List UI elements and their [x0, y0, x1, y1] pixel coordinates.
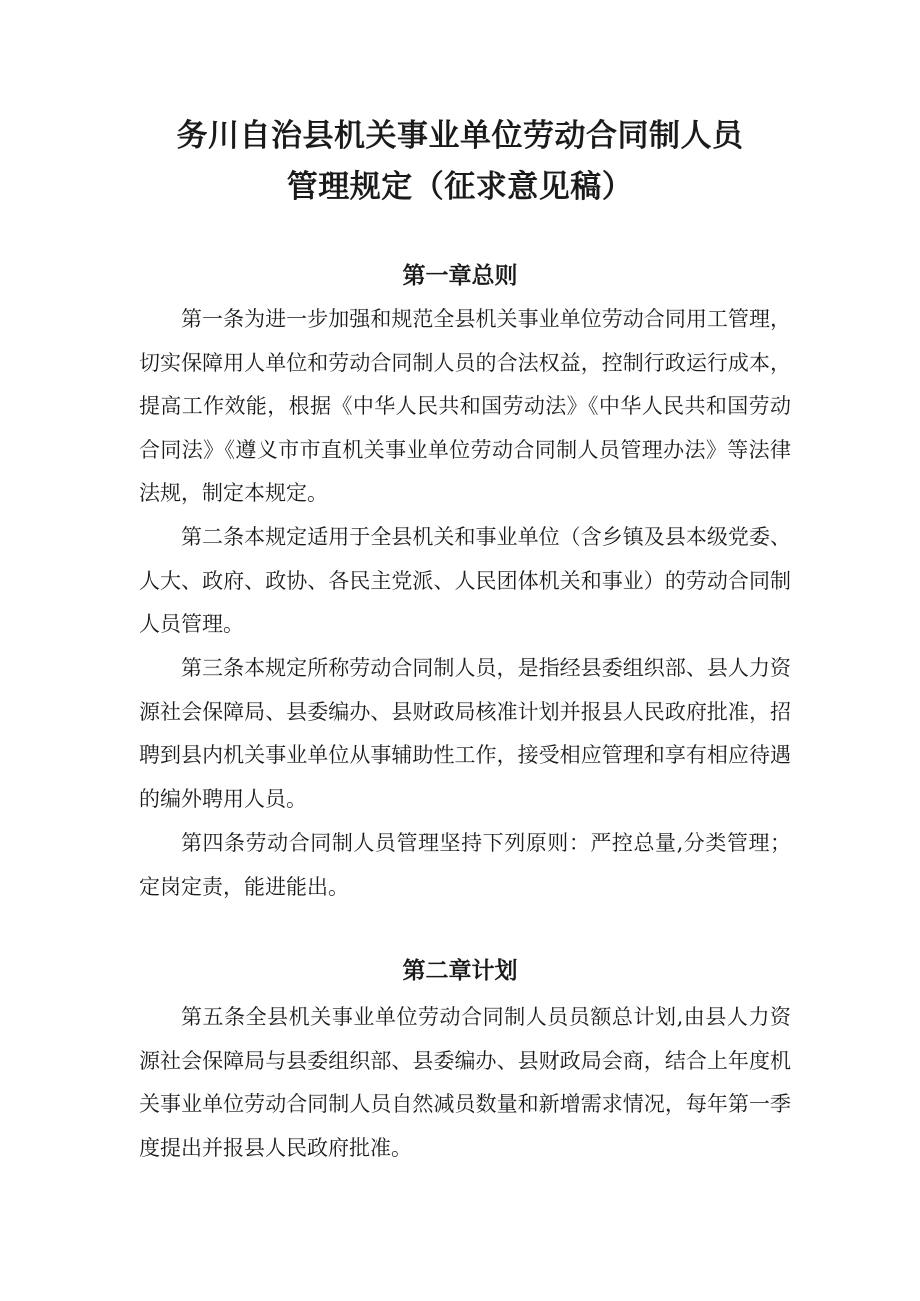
- article-4: 第四条劳动合同制人员管理坚持下列原则：严控总量,分类管理；定岗定责，能进能出。: [139, 831, 791, 899]
- article-5: 第五条全县机关事业单位劳动合同制人员员额总计划,由县人力资源社会保障局与县委组织部、县委编办、县财政局会商，结合上年度机关事业单位劳动合同制人员自然减员数量和新增需求情况，每年第一季度提出并报县人民政府批准。: [139, 1005, 791, 1160]
- document-title-line-1: 务川自治县机关事业单位劳动合同制人员: [176, 118, 744, 154]
- article-1: 第一条为进一步加强和规范全县机关事业单位劳动合同用工管理，切实保障用人单位和劳动合同制人员的合法权益，控制行政运行成本，提高工作效能，根据《中华人民共和国劳动法》《中华人民共和国劳动合同法》《遵义市市直机关事业单位劳动合同制人员管理办法》等法律法规，制定本规定。: [139, 307, 791, 506]
- article-2: 第二条本规定适用于全县机关和事业单位（含乡镇及县本级党委、人大、政府、政协、各民主党派、人民团体机关和事业）的劳动合同制人员管理。: [139, 525, 791, 637]
- chapter-heading-2: 第二章计划: [402, 958, 518, 984]
- document-title-line-2: 管理规定（征求意见稿）: [286, 169, 634, 205]
- article-3: 第三条本规定所称劳动合同制人员，是指经县委组织部、县人力资源社会保障局、县委编办、县财政局核准计划并报县人民政府批准，招聘到县内机关事业单位从事辅助性工作，接受相应管理和享有相应待遇的编外聘用人员。: [139, 656, 791, 811]
- chapter-heading-1: 第一章总则: [402, 263, 518, 289]
